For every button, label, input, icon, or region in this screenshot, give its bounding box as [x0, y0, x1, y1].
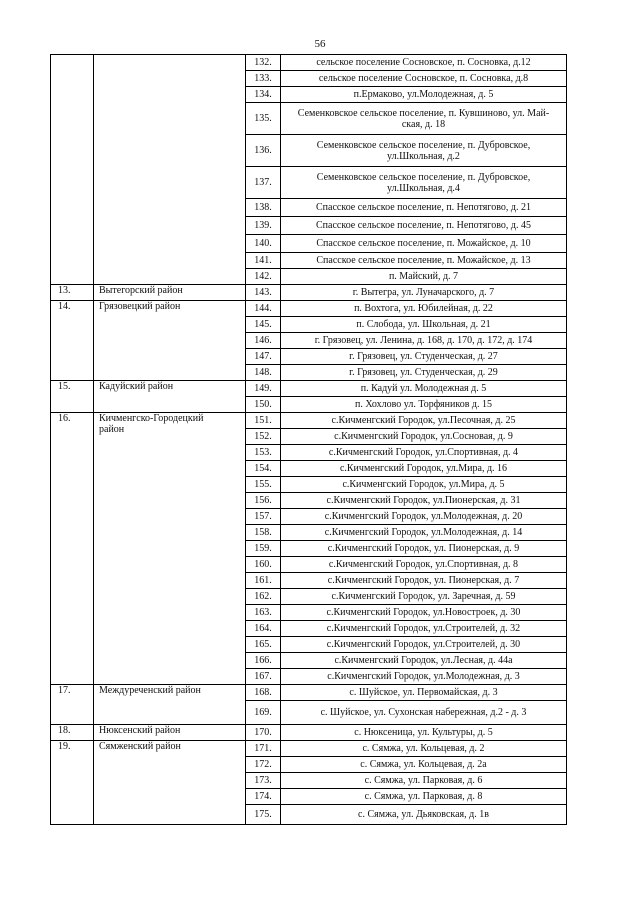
row-index: 132.	[246, 55, 281, 71]
row-index: 147.	[246, 349, 281, 365]
district-name: Вытегорский район	[94, 285, 246, 301]
row-group-number: 14.	[51, 301, 94, 381]
row-index: 169.	[246, 701, 281, 725]
address-cell: Семенковское сельское поселение, п. Кувшиново, ул. Май- ская, д. 18	[281, 103, 567, 135]
row-index: 155.	[246, 477, 281, 493]
address-cell: г. Грязовец, ул. Студенческая, д. 29	[281, 365, 567, 381]
row-index: 145.	[246, 317, 281, 333]
address-cell: г. Вытегра, ул. Луначарского, д. 7	[281, 285, 567, 301]
table-row	[51, 725, 567, 741]
address-cell: с. Сямжа, ул. Парковая, д. 6	[281, 773, 567, 789]
row-index: 157.	[246, 509, 281, 525]
row-index: 175.	[246, 805, 281, 825]
address-cell: с.Кичменгский Городок, ул.Спортивная, д. 8	[281, 557, 567, 573]
address-cell: с. Сямжа, ул. Кольцевая, д. 2а	[281, 757, 567, 773]
row-index: 160.	[246, 557, 281, 573]
address-cell: с.Кичменгский Городок, ул.Новостроек, д. 30	[281, 605, 567, 621]
address-cell: с.Кичменгский Городок, ул.Спортивная, д. 4	[281, 445, 567, 461]
row-index: 139.	[246, 217, 281, 235]
row-index: 162.	[246, 589, 281, 605]
address-cell: сельское поселение Сосновское, п. Сосновка, д.8	[281, 71, 567, 87]
table-row	[51, 381, 567, 397]
address-cell: с.Кичменгский Городок, ул. Заречная, д. 59	[281, 589, 567, 605]
address-cell: с.Кичменгский Городок, ул.Мира, д. 16	[281, 461, 567, 477]
address-cell: с.Кичменгский Городок, ул.Пионерская, д. 31	[281, 493, 567, 509]
address-cell: с.Кичменгский Городок, ул.Молодежная, д. 3	[281, 669, 567, 685]
row-index: 140.	[246, 235, 281, 253]
address-cell: с.Кичменгский Городок, ул.Песочная, д. 25	[281, 413, 567, 429]
address-cell: п. Вохтога, ул. Юбилейная, д. 22	[281, 301, 567, 317]
row-index: 138.	[246, 199, 281, 217]
row-index: 163.	[246, 605, 281, 621]
row-index: 149.	[246, 381, 281, 397]
address-cell: с.Кичменгский Городок, ул.Мира, д. 5	[281, 477, 567, 493]
row-index: 150.	[246, 397, 281, 413]
address-cell: Спасское сельское поселение, п. Можайское, д. 13	[281, 253, 567, 269]
address-cell: с.Кичменгский Городок, ул.Строителей, д. 32	[281, 621, 567, 637]
row-index: 146.	[246, 333, 281, 349]
table-row	[51, 55, 567, 71]
row-index: 148.	[246, 365, 281, 381]
address-table-body	[51, 55, 567, 825]
row-index: 171.	[246, 741, 281, 757]
table-row	[51, 741, 567, 757]
address-cell: п. Хохлово ул. Торфяников д. 15	[281, 397, 567, 413]
row-group-number: 13.	[51, 285, 94, 301]
row-index: 137.	[246, 167, 281, 199]
address-cell: г. Грязовец, ул. Студенческая, д. 27	[281, 349, 567, 365]
row-index: 165.	[246, 637, 281, 653]
address-cell: Спасское сельское поселение, п. Непотягово, д. 45	[281, 217, 567, 235]
address-cell: с.Кичменгский Городок, ул. Пионерская, д. 7	[281, 573, 567, 589]
address-cell: с. Сямжа, ул. Парковая, д. 8	[281, 789, 567, 805]
row-index: 133.	[246, 71, 281, 87]
row-index: 152.	[246, 429, 281, 445]
table-row	[51, 301, 567, 317]
address-cell: п. Кадуй ул. Молодежная д. 5	[281, 381, 567, 397]
row-index: 174.	[246, 789, 281, 805]
address-cell: г. Грязовец, ул. Ленина, д. 168, д. 170, д. 172, д. 174	[281, 333, 567, 349]
row-index: 164.	[246, 621, 281, 637]
district-name: Междуреченский район	[94, 685, 246, 725]
address-cell: Спасское сельское поселение, п. Непотягово, д. 21	[281, 199, 567, 217]
row-index: 154.	[246, 461, 281, 477]
address-cell: п. Слобода, ул. Школьная, д. 21	[281, 317, 567, 333]
row-index: 156.	[246, 493, 281, 509]
address-cell: п. Майский, д. 7	[281, 269, 567, 285]
row-index: 153.	[246, 445, 281, 461]
district-name: Сямженский район	[94, 741, 246, 825]
district-name	[94, 55, 246, 285]
row-group-number: 19.	[51, 741, 94, 825]
row-index: 170.	[246, 725, 281, 741]
row-group-number: 15.	[51, 381, 94, 413]
address-cell: Семенковское сельское поселение, п. Дубровское, ул.Школьная, д.4	[281, 167, 567, 199]
row-index: 135.	[246, 103, 281, 135]
address-cell: сельское поселение Сосновское, п. Сосновка, д.12	[281, 55, 567, 71]
district-name: Нюксенский район	[94, 725, 246, 741]
row-index: 161.	[246, 573, 281, 589]
address-cell: п.Ермаково, ул.Молодежная, д. 5	[281, 87, 567, 103]
page-number: 56	[314, 38, 326, 50]
row-index: 134.	[246, 87, 281, 103]
row-index: 136.	[246, 135, 281, 167]
address-table	[50, 54, 567, 825]
address-cell: с. Шуйское, ул. Сухонская набережная, д.2 - д. 3	[281, 701, 567, 725]
row-group-number: 17.	[51, 685, 94, 725]
row-group-number: 16.	[51, 413, 94, 685]
district-name: Кичменгско-Городецкий район	[94, 413, 246, 685]
address-cell: с.Кичменгский Городок, ул.Сосновая, д. 9	[281, 429, 567, 445]
district-name: Грязовецкий район	[94, 301, 246, 381]
row-index: 144.	[246, 301, 281, 317]
row-group-number	[51, 55, 94, 285]
row-index: 167.	[246, 669, 281, 685]
row-index: 172.	[246, 757, 281, 773]
table-row	[51, 285, 567, 301]
row-index: 159.	[246, 541, 281, 557]
address-cell: с.Кичменгский Городок, ул.Лесная, д. 44а	[281, 653, 567, 669]
address-cell: с. Сямжа, ул. Дьяковская, д. 1в	[281, 805, 567, 825]
row-index: 173.	[246, 773, 281, 789]
district-name: Кадуйский район	[94, 381, 246, 413]
row-group-number: 18.	[51, 725, 94, 741]
address-cell: с.Кичменгский Городок, ул.Строителей, д. 30	[281, 637, 567, 653]
address-cell: с. Сямжа, ул. Кольцевая, д. 2	[281, 741, 567, 757]
address-cell: с.Кичменгский Городок, ул.Молодежная, д. 20	[281, 509, 567, 525]
row-index: 143.	[246, 285, 281, 301]
row-index: 158.	[246, 525, 281, 541]
table-row	[51, 413, 567, 429]
address-cell: с.Кичменгский Городок, ул. Пионерская, д. 9	[281, 541, 567, 557]
row-index: 151.	[246, 413, 281, 429]
row-index: 166.	[246, 653, 281, 669]
table-row	[51, 685, 567, 701]
row-index: 141.	[246, 253, 281, 269]
row-index: 168.	[246, 685, 281, 701]
address-cell: с. Шуйское, ул. Первомайская, д. 3	[281, 685, 567, 701]
address-cell: Спасское сельское поселение, п. Можайское, д. 10	[281, 235, 567, 253]
row-index: 142.	[246, 269, 281, 285]
address-cell: Семенковское сельское поселение, п. Дубровское, ул.Школьная, д.2	[281, 135, 567, 167]
address-cell: с.Кичменгский Городок, ул.Молодежная, д. 14	[281, 525, 567, 541]
address-cell: с. Нюксеница, ул. Культуры, д. 5	[281, 725, 567, 741]
